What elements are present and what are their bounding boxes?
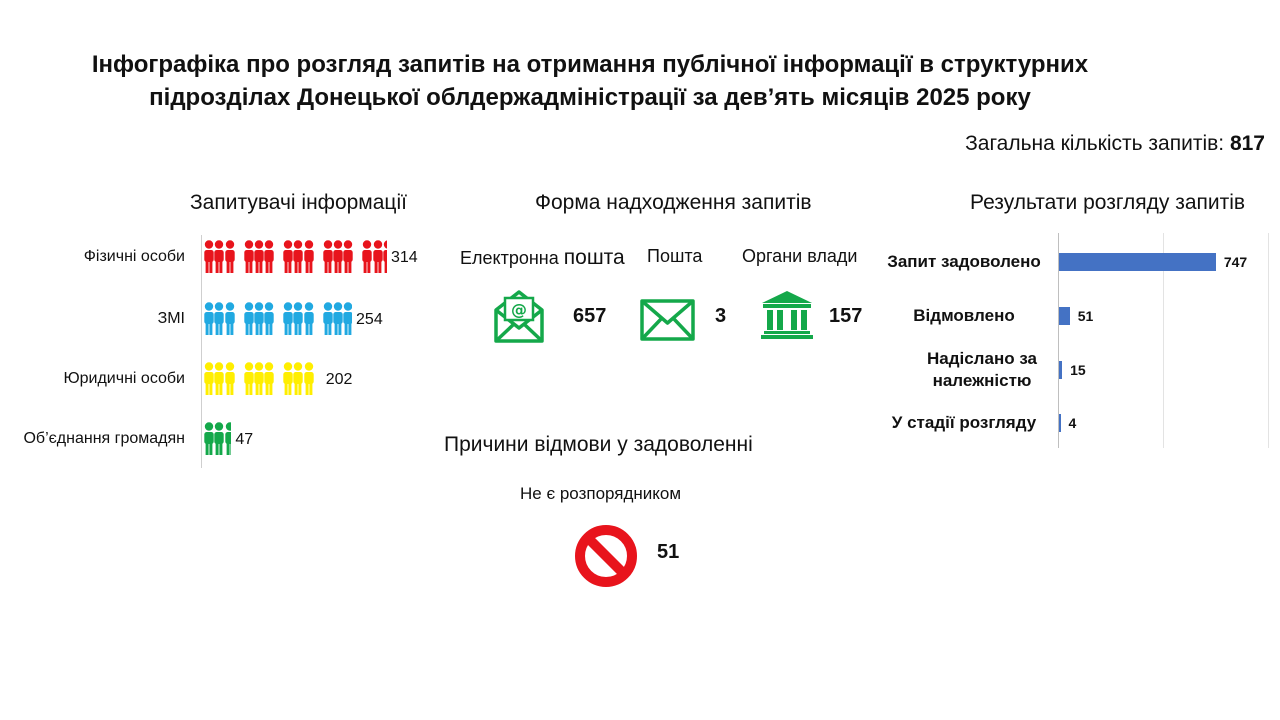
refusal-value: 51 (657, 541, 680, 563)
requester-label: Об’єднання громадян (23, 430, 185, 447)
requester-value: 254 (356, 311, 383, 328)
result-label: Надіслано за належністю (926, 349, 1037, 390)
channel-post-label: Пошта (647, 246, 703, 266)
result-label: Відмовлено (913, 306, 1015, 325)
channels-title: Форма надходження запитів (535, 191, 812, 214)
requester-value: 314 (391, 249, 418, 266)
result-value: 4 (1068, 415, 1077, 431)
channel-email-value: 657 (573, 305, 607, 327)
email-at-icon (492, 288, 546, 344)
requester-bar (204, 422, 231, 458)
result-bar (1059, 253, 1216, 271)
total-value: 817 (1229, 132, 1265, 155)
requester-bar (204, 362, 322, 398)
refusal-reason-label: Не є розпорядником (520, 484, 682, 503)
title-line-2: підрозділах Донецької облдержадміністрації за дев’ять місяців 2025 року (149, 84, 1031, 111)
result-label: Запит задоволено (887, 252, 1041, 271)
requester-label: Юридичні особи (63, 370, 185, 387)
requester-value: 47 (235, 431, 254, 448)
requester-value: 202 (325, 371, 353, 388)
refusal-title: Причини відмови у задоволенні (444, 433, 753, 456)
total-label: Загальна кількість запитів: (965, 132, 1225, 155)
requester-label: Фізичні особи (83, 248, 185, 265)
requesters-title: Запитувачі інформації (190, 191, 407, 214)
channel-authorities-label: Органи влади (742, 246, 858, 266)
requester-label: ЗМІ (157, 310, 185, 327)
svg-text:@: @ (511, 300, 527, 319)
channel-email-label (460, 246, 625, 270)
channel-email-label-part2: пошта (563, 246, 625, 269)
result-bar (1059, 414, 1061, 432)
channel-authorities-value: 157 (829, 305, 863, 327)
result-value: 15 (1070, 362, 1086, 378)
result-bar (1059, 361, 1062, 379)
result-label: У стадії розгляду (891, 413, 1037, 432)
page-title (40, 48, 1140, 114)
requesters-axis (201, 235, 202, 468)
envelope-icon (640, 299, 695, 341)
requester-bar (204, 302, 352, 338)
prohibited-icon (574, 524, 638, 588)
results-gridline (1268, 233, 1269, 448)
result-value: 51 (1077, 308, 1094, 324)
requester-bar (204, 240, 387, 276)
result-value: 747 (1223, 254, 1248, 270)
result-bar (1059, 307, 1070, 325)
channel-email-label-part1: Електронна (460, 248, 559, 268)
results-title: Результати розгляду запитів (970, 191, 1246, 214)
total-requests (965, 132, 1265, 156)
government-building-icon (760, 290, 814, 340)
title-line-1: Інфографіка про розгляд запитів на отримання публічної інформації в структурних (91, 51, 1089, 78)
channel-post-value: 3 (715, 305, 727, 327)
